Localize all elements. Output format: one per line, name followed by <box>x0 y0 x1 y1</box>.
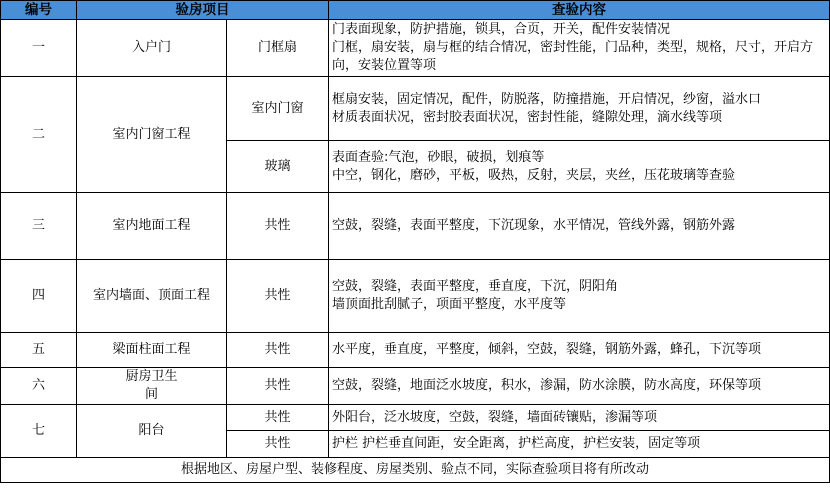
row-number: 四 <box>1 260 77 333</box>
row-number: 七 <box>1 405 77 458</box>
row-number: 五 <box>1 333 77 368</box>
table-row <box>1 20 830 77</box>
row-content: 空鼓，裂缝，表面平整度，下沉现象，水平情况，管线外露，钢筋外露 <box>329 193 830 260</box>
table-row <box>1 260 830 333</box>
row-subitem: 室内门窗 <box>227 77 329 141</box>
row-content: 护栏 护栏垂直间距，安全距离，护栏高度，护栏安装，固定等项 <box>329 431 830 458</box>
row-content: 外阳台，泛水坡度，空鼓，裂缝，墙面砖镶贴，渗漏等项 <box>329 405 830 431</box>
row-content: 空鼓，裂缝，表面平整度，垂直度，下沉，阴阳角 墙顶面批刮腻子，项面平整度，水平度等 <box>329 260 830 333</box>
row-content: 空鼓，裂缝，地面泛水坡度，积水，渗漏，防水涂膜，防水高度，环保等项 <box>329 368 830 405</box>
row-item: 室内墙面、顶面工程 <box>77 260 227 333</box>
row-number: 三 <box>1 193 77 260</box>
row-content: 水平度，垂直度，平整度，倾斜，空鼓，裂缝，钢筋外露，蜂孔，下沉等项 <box>329 333 830 368</box>
row-subitem: 共性 <box>227 193 329 260</box>
row-content: 门表面现象，防护措施，锁具，合页，开关，配件安装情况 门框，扇安装，扇与框的结合情况，密封性能，门品种，类型，规格，尺寸，开启方向，安装位置等项 <box>329 20 830 77</box>
row-content: 表面查验:气泡，砂眼，破损，划痕等 中空，钢化，磨砂，平板，吸热，反射，夹层，夹丝，压花玻璃等查验 <box>329 141 830 193</box>
header-content: 查验内容 <box>329 1 830 20</box>
row-content: 框扇安装，固定情况，配件，防脱落，防撞措施，开启情况，纱窗，溢水口 材质表面状况，密封胶表面状况，密封性能，缝隙处理，滴水线等项 <box>329 77 830 141</box>
row-item: 梁面柱面工程 <box>77 333 227 368</box>
footer-note: 根据地区、房屋户型、装修程度、房屋类别、验点不同，实际查验项目将有所改动 <box>1 458 830 483</box>
row-item: 入户门 <box>77 20 227 77</box>
row-number: 二 <box>1 77 77 193</box>
row-item: 室内地面工程 <box>77 193 227 260</box>
table-row <box>1 368 830 405</box>
row-number: 六 <box>1 368 77 405</box>
row-number: 一 <box>1 20 77 77</box>
table-header-row <box>1 1 830 20</box>
row-subitem: 共性 <box>227 405 329 431</box>
header-no: 编号 <box>1 1 77 20</box>
row-item: 室内门窗工程 <box>77 77 227 193</box>
table-row <box>1 77 830 141</box>
row-subitem: 门框扇 <box>227 20 329 77</box>
table-row <box>1 405 830 431</box>
header-item: 验房项目 <box>77 1 329 20</box>
row-subitem: 玻璃 <box>227 141 329 193</box>
row-item: 阳台 <box>77 405 227 458</box>
row-subitem: 共性 <box>227 260 329 333</box>
table-footer-row <box>1 458 830 483</box>
row-item: 厨房卫生 间 <box>77 368 227 405</box>
row-subitem: 共性 <box>227 333 329 368</box>
table-row <box>1 193 830 260</box>
row-subitem: 共性 <box>227 368 329 405</box>
row-subitem: 共性 <box>227 431 329 458</box>
table-row <box>1 333 830 368</box>
